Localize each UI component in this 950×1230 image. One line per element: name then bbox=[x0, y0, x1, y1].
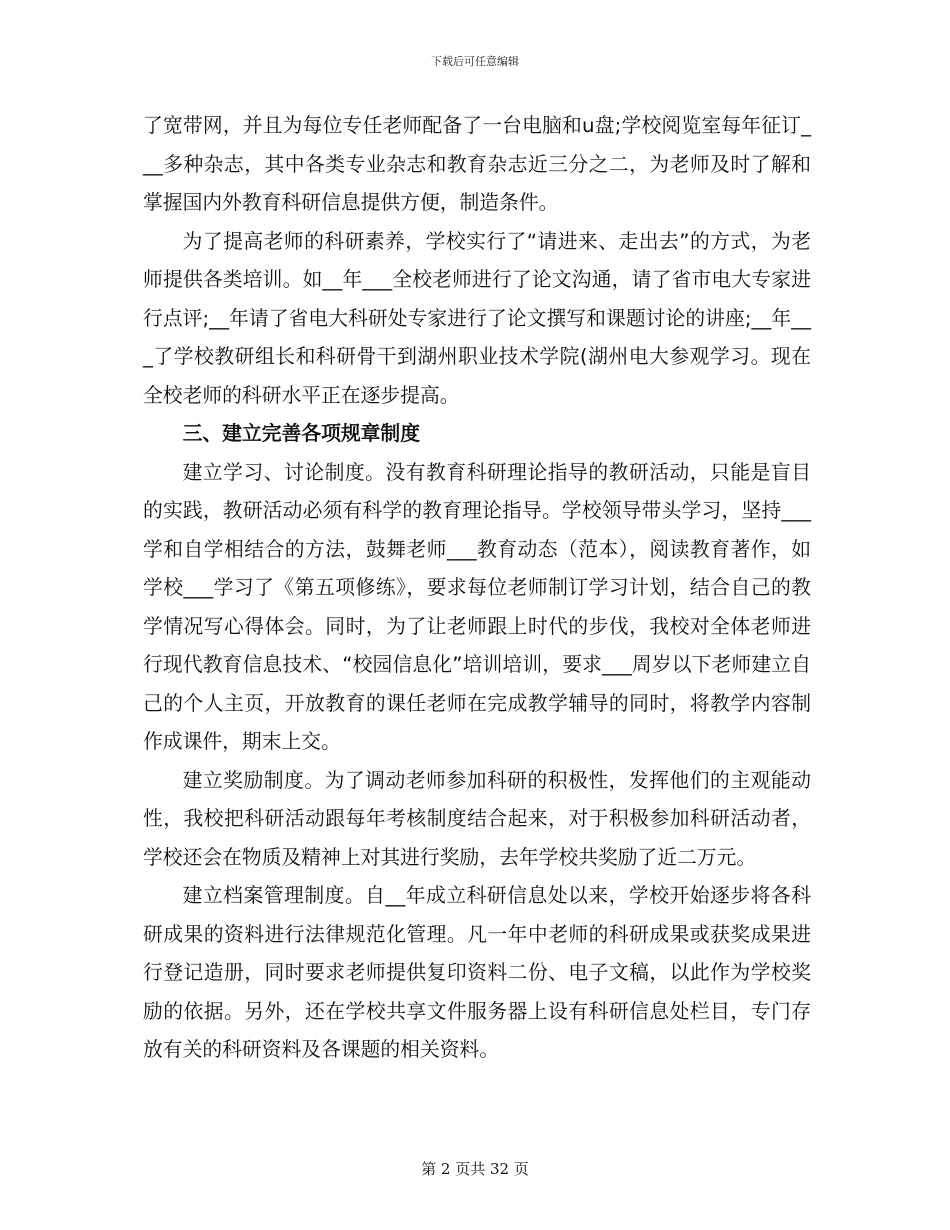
page-header: 下载后可任意编辑 bbox=[431, 55, 519, 68]
paragraph-study-system: 建立学习、讨论制度。没有教育科研理论指导的教研活动，只能是盲目的实践，教研活动必须有科学的教育理论指导。学校领导带头学习，坚持___学和自学相结合的方法，鼓舞老师___教育动态（范本），阅读教育著作，如学校___学习了《第五项修练》，要求每位老师制订学习计划，结合自己的教学情况写心得体会。同时，为了让老师跟上时代的步伐，我校对全体老师进行现代教育信息技术、“校园信息化”培训培训，要求___周岁以下老师建立自己的个人主页，开放教育的课任老师在完成教学辅导的同时，将教学内容制作成课件，期末上交。 bbox=[143, 460, 811, 753]
paragraph-continued: 了宽带网，并且为每位专任老师配备了一台电脑和u盘;学校阅览室每年征订___多种杂志，其中各类专业杂志和教育杂志近三分之二，为老师及时了解和掌握国内外教育科研信息提供方便，制造条件。 bbox=[143, 114, 811, 214]
paragraph-reward-system: 建立奖励制度。为了调动老师参加科研的积极性，发挥他们的主观能动性，我校把科研活动跟每年考核制度结合起来，对于积极参加科研活动者，学校还会在物质及精神上对其进行奖励，去年学校共奖励了近二万元。 bbox=[143, 768, 811, 869]
document-body bbox=[143, 107, 811, 1070]
paragraph-archive-system: 建立档案管理制度。自__年成立科研信息处以来，学校开始逐步将各科研成果的资料进行法律规范化管理。凡一年中老师的科研成果或获奖成果进行登记造册，同时要求老师提供复印资料二份、电子文稿，以此作为学校奖励的依据。另外，还在学校共享文件服务器上设有科研信息处栏目，专门存放有关的科研资料及各课题的相关资料。 bbox=[143, 884, 811, 1061]
paragraph-training: 为了提高老师的科研素养，学校实行了“请进来、走出去”的方式，为老师提供各类培训。如__年___全校老师进行了论文沟通，请了省市电大专家进行点评;__年请了省电大科研处专家进行了论文撰写和课题讨论的讲座;__年___了学校教研组长和科研骨干到湖州职业技术学院(湖州电大参观学习。现在全校老师的科研水平正在逐步提高。 bbox=[143, 229, 811, 407]
section-heading: 三、建立完善各项规章制度 bbox=[182, 422, 420, 445]
page-footer: 第 2 页共 32 页 bbox=[421, 1160, 529, 1178]
